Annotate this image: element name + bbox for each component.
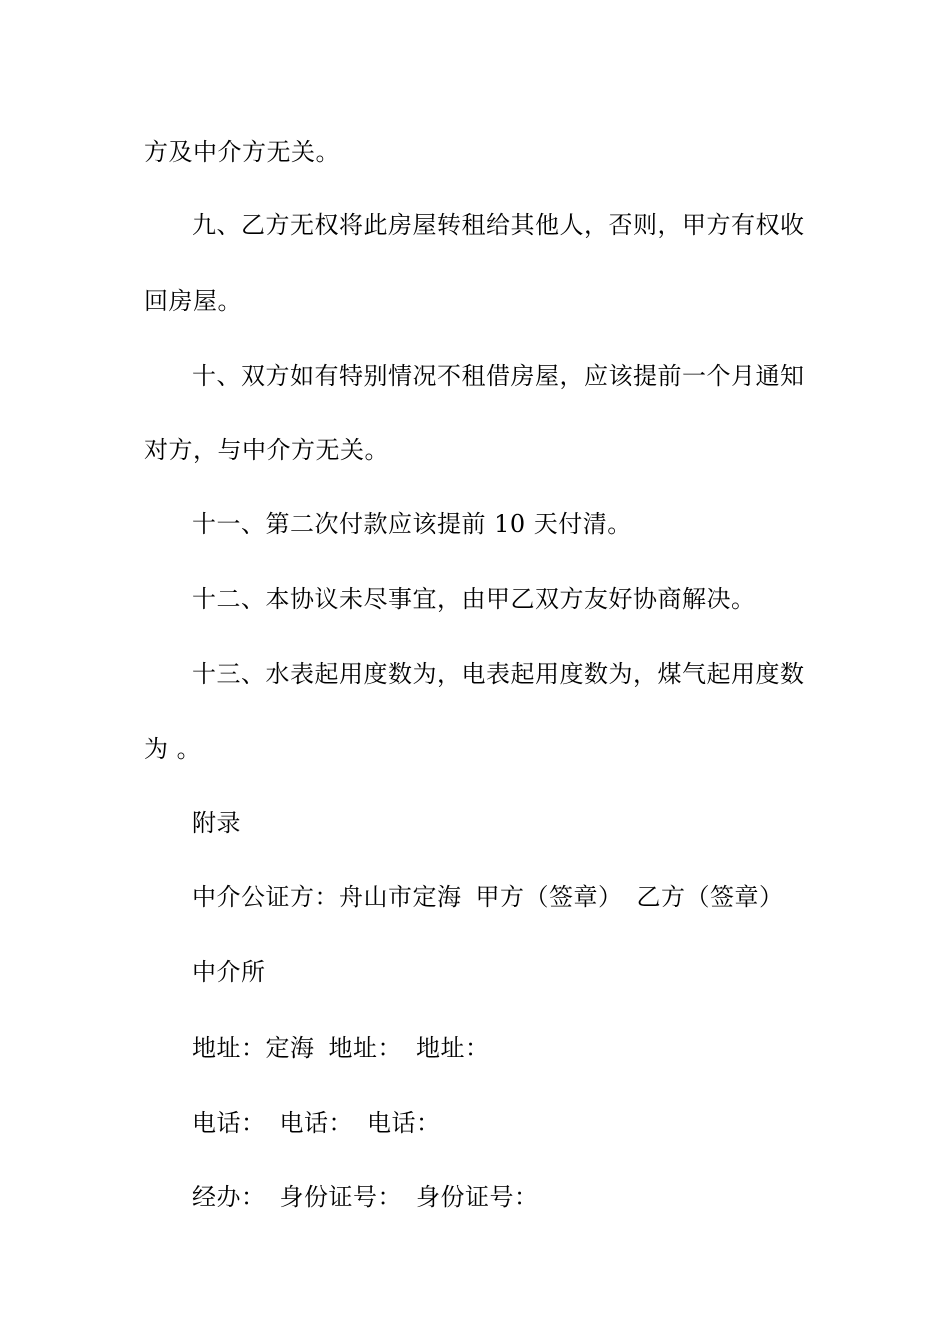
- party-a-address: 地址：: [328, 1034, 402, 1062]
- party-a-phone: 电话：: [279, 1109, 353, 1137]
- phone-row: [192, 1108, 441, 1138]
- address-row: [192, 1033, 490, 1063]
- intermediary-office-label: 中介所: [192, 958, 266, 986]
- appendix-heading: 附录: [192, 809, 241, 837]
- intermediary-address: 地址：定海: [192, 1034, 315, 1062]
- signature-parties-row: [192, 882, 784, 912]
- intermediary-party: 中介公证方：舟山市定海: [192, 883, 462, 911]
- party-b-id: 身份证号：: [416, 1183, 539, 1211]
- party-a-seal: 甲方（签章）: [475, 883, 623, 911]
- intermediary-office: [192, 957, 266, 987]
- clause-11: 十一、第二次付款应该提前 10 天付清。: [192, 510, 632, 538]
- party-a-id: 身份证号：: [279, 1183, 402, 1211]
- paragraph-line: 对方，与中介方无关。: [144, 436, 389, 464]
- paragraph-line: 方及中介方无关。: [144, 138, 340, 166]
- clause-9: 九、乙方无权将此房屋转租给其他人，否则，甲方有权收: [192, 211, 805, 239]
- party-b-seal: 乙方（签章）: [636, 883, 784, 911]
- party-b-phone: 电话：: [367, 1109, 441, 1137]
- clause-13: 十三、水表起用度数为，电表起用度数为，煤气起用度数: [192, 660, 805, 688]
- party-b-address: 地址：: [416, 1034, 490, 1062]
- clause-12: 十二、本协议未尽事宜，由甲乙双方友好协商解决。: [192, 585, 756, 613]
- clause-10: 十、双方如有特别情况不租借房屋，应该提前一个月通知: [192, 362, 805, 390]
- intermediary-handler: 经办：: [192, 1183, 266, 1211]
- id-row: [192, 1182, 539, 1212]
- paragraph-line: 回房屋。: [144, 287, 242, 315]
- paragraph-line: 为 。: [144, 735, 202, 763]
- intermediary-phone: 电话：: [192, 1109, 266, 1137]
